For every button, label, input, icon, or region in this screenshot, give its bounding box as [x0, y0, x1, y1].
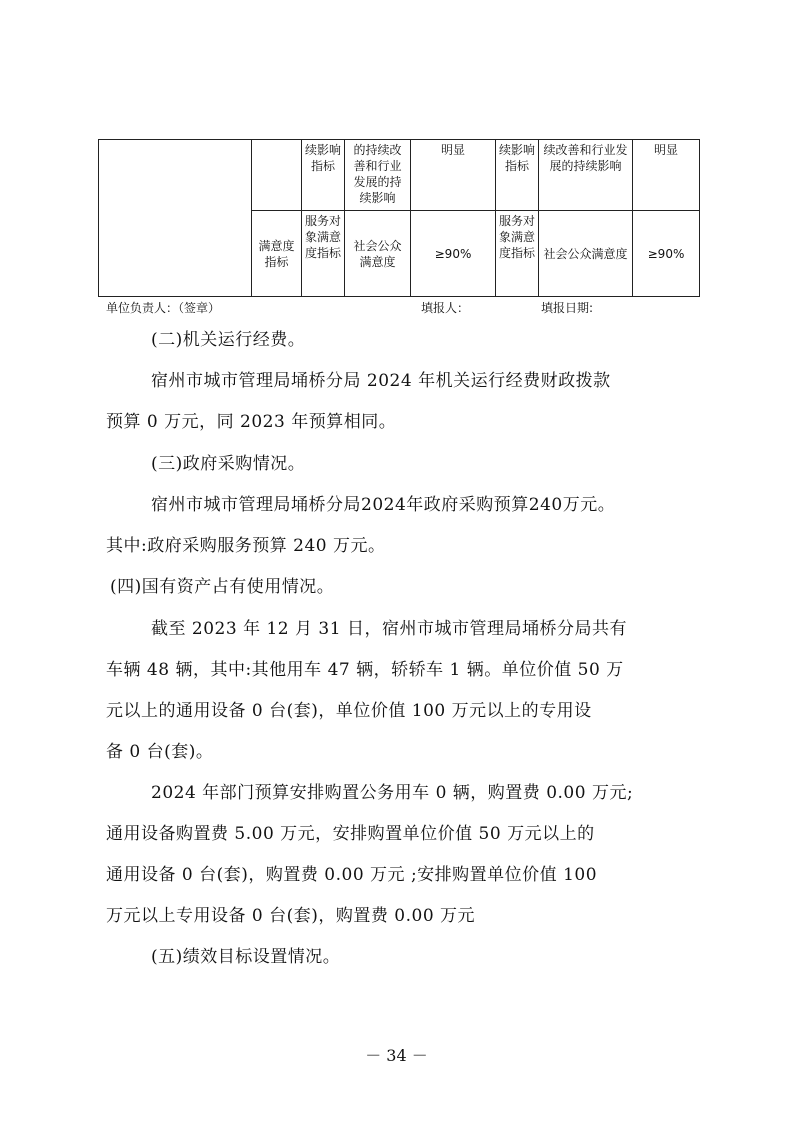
paragraph-line: 元以上的通用设备 0 台(套)，单位价值 100 万元以上的专用设	[106, 701, 592, 721]
paragraph-line: 万元以上专用设备 0 台(套)，购置费 0.00 万元	[106, 906, 476, 926]
table-row	[99, 140, 700, 211]
table-cell: 续改善和行业发展的持续影响	[539, 140, 633, 211]
paragraph-line: 截至 2023 年 12 月 31 日，宿州市城市管理局埇桥分局共有	[151, 619, 627, 639]
paragraph-line: 宿州市城市管理局埇桥分局2024年政府采购预算240万元。	[151, 495, 616, 515]
performance-table	[98, 139, 700, 297]
paragraph-line: 预算 0 万元，同 2023 年预算相同。	[106, 412, 397, 432]
paragraph-line: 通用设备购置费 5.00 万元，安排购置单位价值 50 万元以上的	[106, 824, 595, 844]
section-heading: (四)国有资产占有使用情况。	[110, 577, 335, 597]
section-heading: (五)绩效目标设置情况。	[151, 947, 341, 967]
filler-label: 填报人：	[421, 301, 470, 315]
unit-head-label: 单位负责人：（签章）	[106, 301, 221, 315]
table-cell: 的持续改善和行业发展的持续影响	[345, 140, 411, 211]
fill-date-label: 填报日期:	[541, 301, 594, 315]
section-heading: (二)机关运行经费。	[151, 330, 306, 350]
section-heading: (三)政府采购情况。	[151, 454, 306, 474]
table-cell: 社会公众满意度	[345, 211, 411, 297]
table-cell: 续影响指标	[302, 140, 345, 211]
table-cell: 明显	[633, 140, 700, 211]
table-cell-empty	[252, 140, 302, 211]
table-cell: 社会公众满意度	[539, 211, 633, 297]
table-cell: 服务对象满意度指标	[302, 211, 345, 297]
table-cell: 明显	[411, 140, 496, 211]
table-cell-empty	[99, 140, 252, 297]
table-cell: 续影响指标	[496, 140, 539, 211]
paragraph-line: 通用设备 0 台(套)，购置费 0.00 万元 ;安排购置单位价值 100	[106, 865, 598, 885]
table-cell: 满意度指标	[252, 211, 302, 297]
table-cell: 服务对象满意度指标	[496, 211, 539, 297]
page-number: － 34 －	[365, 1046, 428, 1065]
paragraph-line: 2024 年部门预算安排购置公务用车 0 辆，购置费 0.00 万元;	[151, 783, 634, 803]
paragraph-line: 宿州市城市管理局埇桥分局 2024 年机关运行经费财政拨款	[151, 371, 611, 391]
table-cell: ≥90%	[633, 211, 700, 297]
paragraph-line: 其中:政府采购服务预算 240 万元。	[106, 536, 386, 556]
paragraph-line: 车辆 48 辆，其中:其他用车 47 辆，轿轿车 1 辆。单位价值 50 万	[106, 660, 624, 680]
paragraph-line: 备 0 台(套)。	[106, 742, 214, 762]
table-cell: ≥90%	[411, 211, 496, 297]
